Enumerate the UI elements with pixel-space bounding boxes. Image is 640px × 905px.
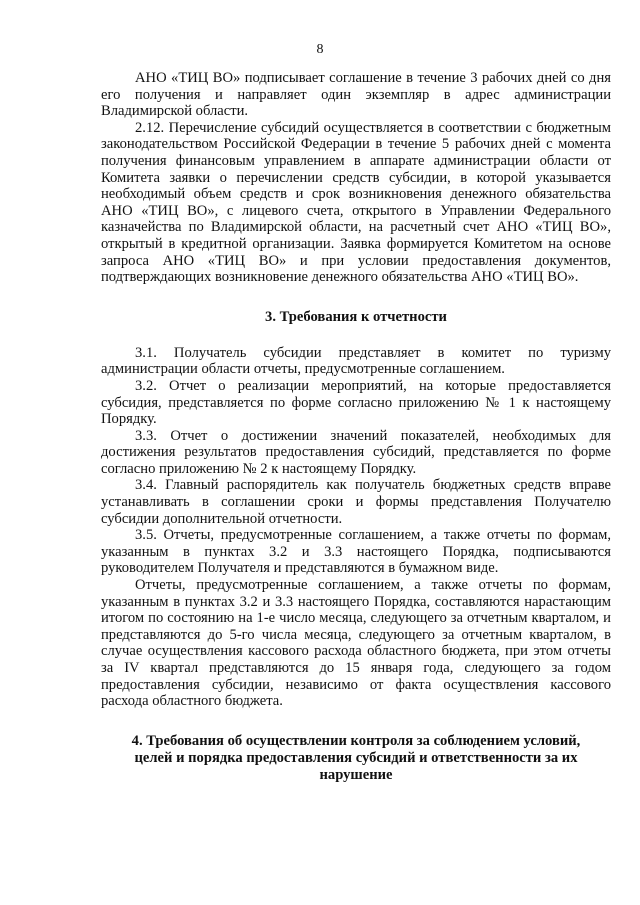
paragraph-3-5: 3.5. Отчеты, предусмотренные соглашением, а также отчеты по формам, указанным в пунктах 3.2 и 3.3 настоящего Порядка, подписываются руководителем Получателя и представляются в бумажном виде.	[101, 527, 611, 577]
section-3-heading: 3. Требования к отчетности	[265, 308, 447, 325]
document-body	[101, 70, 611, 784]
paragraph-3-3: 3.3. Отчет о достижении значений показателей, необходимых для достижения результатов предоставления субсидий, представляется по форме согласно приложению № 2 к настоящему Порядку.	[101, 427, 611, 477]
paragraph-3-1: 3.1. Получатель субсидии представляет в комитет по туризму администрации области отчеты, предусмотренные соглашением.	[101, 344, 611, 378]
section-4-heading: 4. Требования об осуществлении контроля за соблюдением условий, целей и порядка предоставления субсидий и ответственности за их нарушение	[131, 732, 581, 783]
paragraph-3-2: 3.2. Отчет о реализации мероприятий, на которые предоставляется субсидия, представляется по форме согласно приложению № 1 к настоящему Порядку.	[101, 377, 611, 428]
page-number: 8	[316, 42, 324, 57]
paragraph-signing-agreement: АНО «ТИЦ ВО» подписывает соглашение в течение 3 рабочих дней со дня его получения и направляет один экземпляр в адрес администрации Владимирской области.	[101, 70, 611, 120]
spacer	[101, 710, 611, 733]
paragraph-reports-schedule: Отчеты, предусмотренные соглашением, а также отчеты по формам, указанным в пунктах 3.2 и 3.3 настоящего Порядка, составляются нарастающим итогом по состоянию на 1-е число месяца, следующего за отчетным кварталом, и представляются до 5-го числа месяца, следующего за отчетным кварталом, в случае осуществления кассового расхода областного бюджета, при этом отчеты за IV квартал представляются до 15 января года, следующего за годом предоставления субсидии, независимо от факта осуществления кассового расхода областного бюджета.	[101, 577, 611, 710]
spacer	[101, 286, 611, 309]
paragraph-3-4: 3.4. Главный распорядитель как получатель бюджетных средств вправе устанавливать в соглашении сроки и формы представления Получателю субсидии дополнительной отчетности.	[101, 477, 611, 527]
paragraph-2-12: 2.12. Перечисление субсидий осуществляется в соответствии с бюджетным законодательством Российской Федерации в течение 5 рабочих дней с момента получения финансовым управлением в аппарате администрации области от Комитета заявки о перечислении средств субсидии, в которой указывается необходимый объем средств и срок возникновения денежного обязательства АНО «ТИЦ ВО», с лицевого счета, открытого в Управлении Федерального казначейства по Владимирской области, на расчетный счет АНО «ТИЦ ВО», открытый в кредитной организации. Заявка формируется Комитетом на основе запроса АНО «ТИЦ ВО» и при условии предоставления документов, подтверждающих возникновение денежного обязательства АНО «ТИЦ ВО».	[101, 119, 611, 286]
spacer	[101, 326, 611, 345]
